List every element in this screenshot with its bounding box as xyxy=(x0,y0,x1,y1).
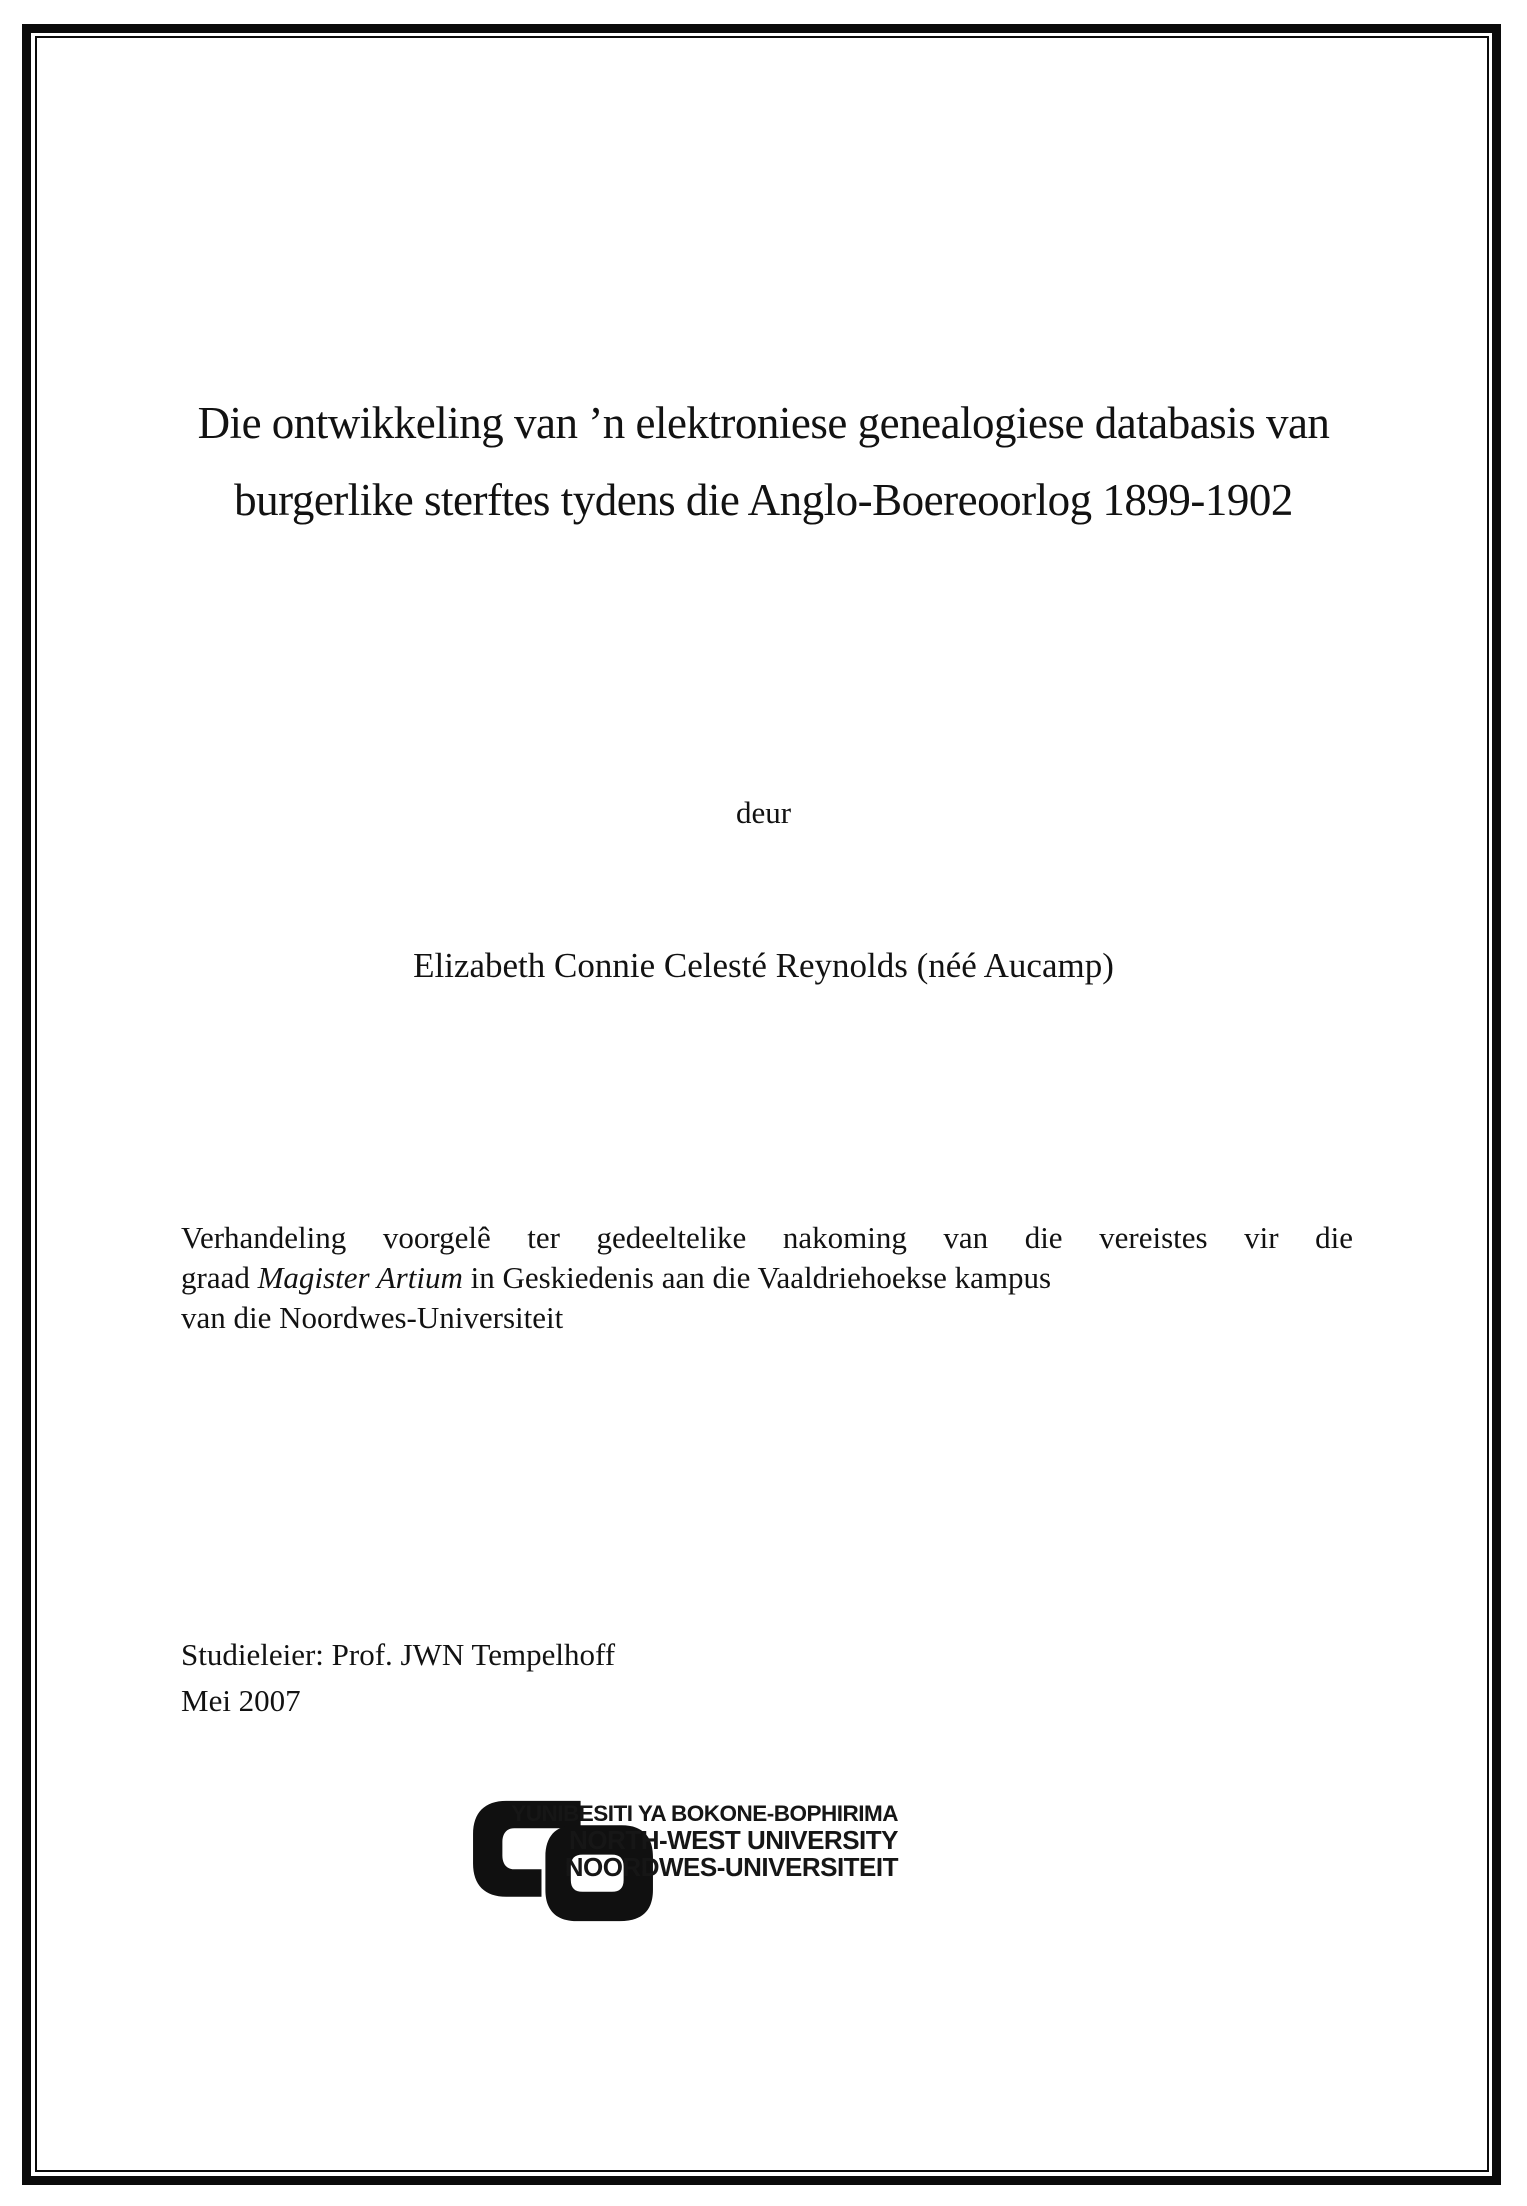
degree-suffix: in Geskiedenis aan die Vaaldriehoekse kampus xyxy=(462,1260,1052,1295)
university-logo xyxy=(465,1795,898,1927)
submission-statement-line-3: van die Noordwes-Universiteit xyxy=(181,1300,564,1335)
supervisor-block xyxy=(181,1632,615,1724)
university-name-afrikaans: NOORDWES-UNIVERSITEIT xyxy=(564,1852,898,1882)
submission-statement-line-2 xyxy=(181,1258,1353,1298)
supervisor-line: Studieleier: Prof. JWN Tempelhoff xyxy=(181,1637,616,1672)
submission-statement xyxy=(181,1218,1353,1338)
university-name-setswana: YUNIBESITI YA BOKONE-BOPHIRIMA xyxy=(511,1801,898,1826)
thesis-title xyxy=(100,385,1427,539)
thesis-title-line-1: Die ontwikkeling van ’n elektroniese genealogiese databasis van xyxy=(197,398,1330,448)
date-line: Mei 2007 xyxy=(181,1683,301,1718)
degree-name: Magister Artium xyxy=(257,1260,463,1295)
submission-statement-line-1: Verhandeling voorgelê ter gedeeltelike nakoming van die vereistes vir die xyxy=(181,1220,1353,1255)
university-name-english: NORTH-WEST UNIVERSITY xyxy=(569,1825,898,1855)
thesis-title-line-2: burgerlike sterftes tydens die Anglo-Boereoorlog 1899-1902 xyxy=(234,475,1293,525)
degree-prefix: graad xyxy=(181,1260,258,1295)
byline-deur: deur xyxy=(735,795,792,830)
university-logo-text xyxy=(498,1801,898,1881)
author-name: Elizabeth Connie Celesté Reynolds (néé Aucamp) xyxy=(413,946,1114,985)
